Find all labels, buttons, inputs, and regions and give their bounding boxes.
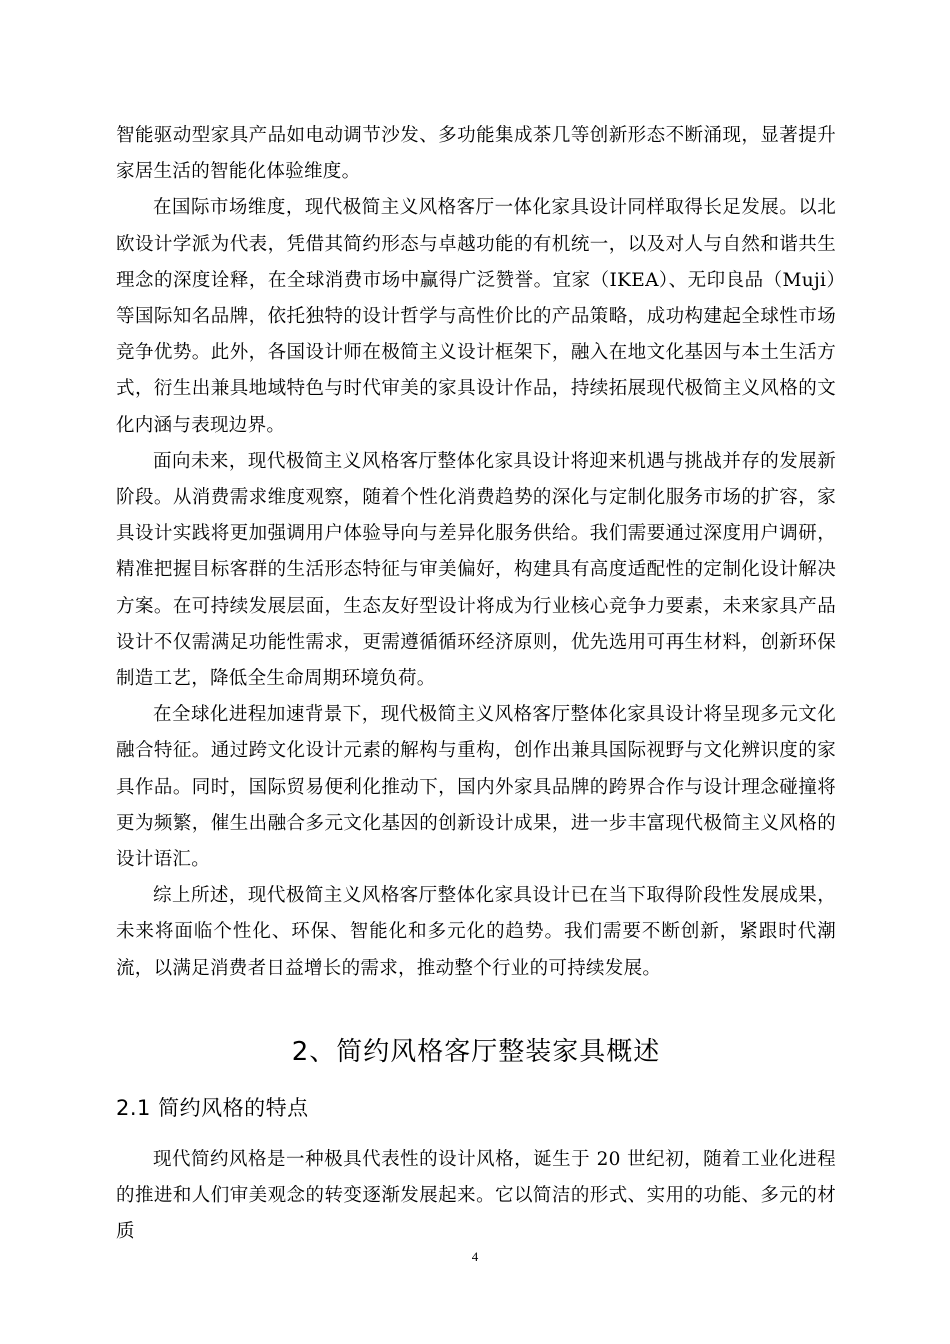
paragraph-globalization: 在全球化进程加速背景下，现代极简主义风格客厅整体化家具设计将呈现多元文化融合特征。通过跨文化设计元素的解构与重构，创作出兼具国际视野与文化辨识度的家具作品。同时，国际贸易便利化推动下，国内外家具品牌的跨界合作与设计理念碰撞将更为频繁，催生出融合多元文化基因的创新设计成果，进一步丰富现代极简主义风格的设计语汇。 [116, 704, 836, 871]
document-body [116, 118, 836, 1250]
paragraph-minimalist-style-intro: 现代简约风格是一种极具代表性的设计风格，诞生于 20 世纪初，随着工业化进程的推进和人们审美观念的转变逐渐发展起来。它以简洁的形式、实用的功能、多元的材质 [116, 1148, 836, 1243]
subsection-title: 2.1 简约风格的特点 [116, 1095, 309, 1120]
paragraph-future-outlook: 面向未来，现代极简主义风格客厅整体化家具设计将迎来机遇与挑战并存的发展新阶段。从消费需求维度观察，随着个性化消费趋势的深化与定制化服务市场的扩容，家具设计实践将更加强调用户体验导向与差异化服务供给。我们需要通过深度用户调研，精准把握目标客群的生活形态特征与审美偏好，构建具有高度适配性的定制化设计解决方案。在可持续发展层面，生态友好型设计将成为行业核心竞争力要素，未来家具产品设计不仅需满足功能性需求，更需遵循循环经济原则，优先选用可再生材料，创新环保制造工艺，降低全生命周期环境负荷。 [116, 450, 836, 690]
paragraph-smart-furniture: 智能驱动型家具产品如电动调节沙发、多功能集成茶几等创新形态不断涌现，显著提升家居生活的智能化体验维度。 [116, 125, 836, 183]
paragraph-international-market: 在国际市场维度，现代极简主义风格客厅一体化家具设计同样取得长足发展。以北欧设计学派为代表，凭借其简约形态与卓越功能的有机统一，以及对人与自然和谐共生理念的深度诠释，在全球消费市场中赢得广泛赞誉。宜家（IKEA）、无印良品（Muji）等国际知名品牌，依托独特的设计哲学与高性价比的产品策略，成功构建起全球性市场竞争优势。此外，各国设计师在极简主义设计框架下，融入在地文化基因与本土生活方式，衍生出兼具地域特色与时代审美的家具设计作品，持续拓展现代极简主义风格的文化内涵与表现边界。 [116, 197, 836, 436]
section-title: 2、简约风格客厅整装家具概述 [291, 1036, 661, 1067]
paragraph-summary: 综上所述，现代极简主义风格客厅整体化家具设计已在当下取得阶段性发展成果，未来将面临个性化、环保、智能化和多元化的趋势。我们需要不断创新，紧跟时代潮流，以满足消费者日益增长的需求，推动整个行业的可持续发展。 [116, 885, 836, 979]
page-number: 4 [471, 1249, 479, 1264]
